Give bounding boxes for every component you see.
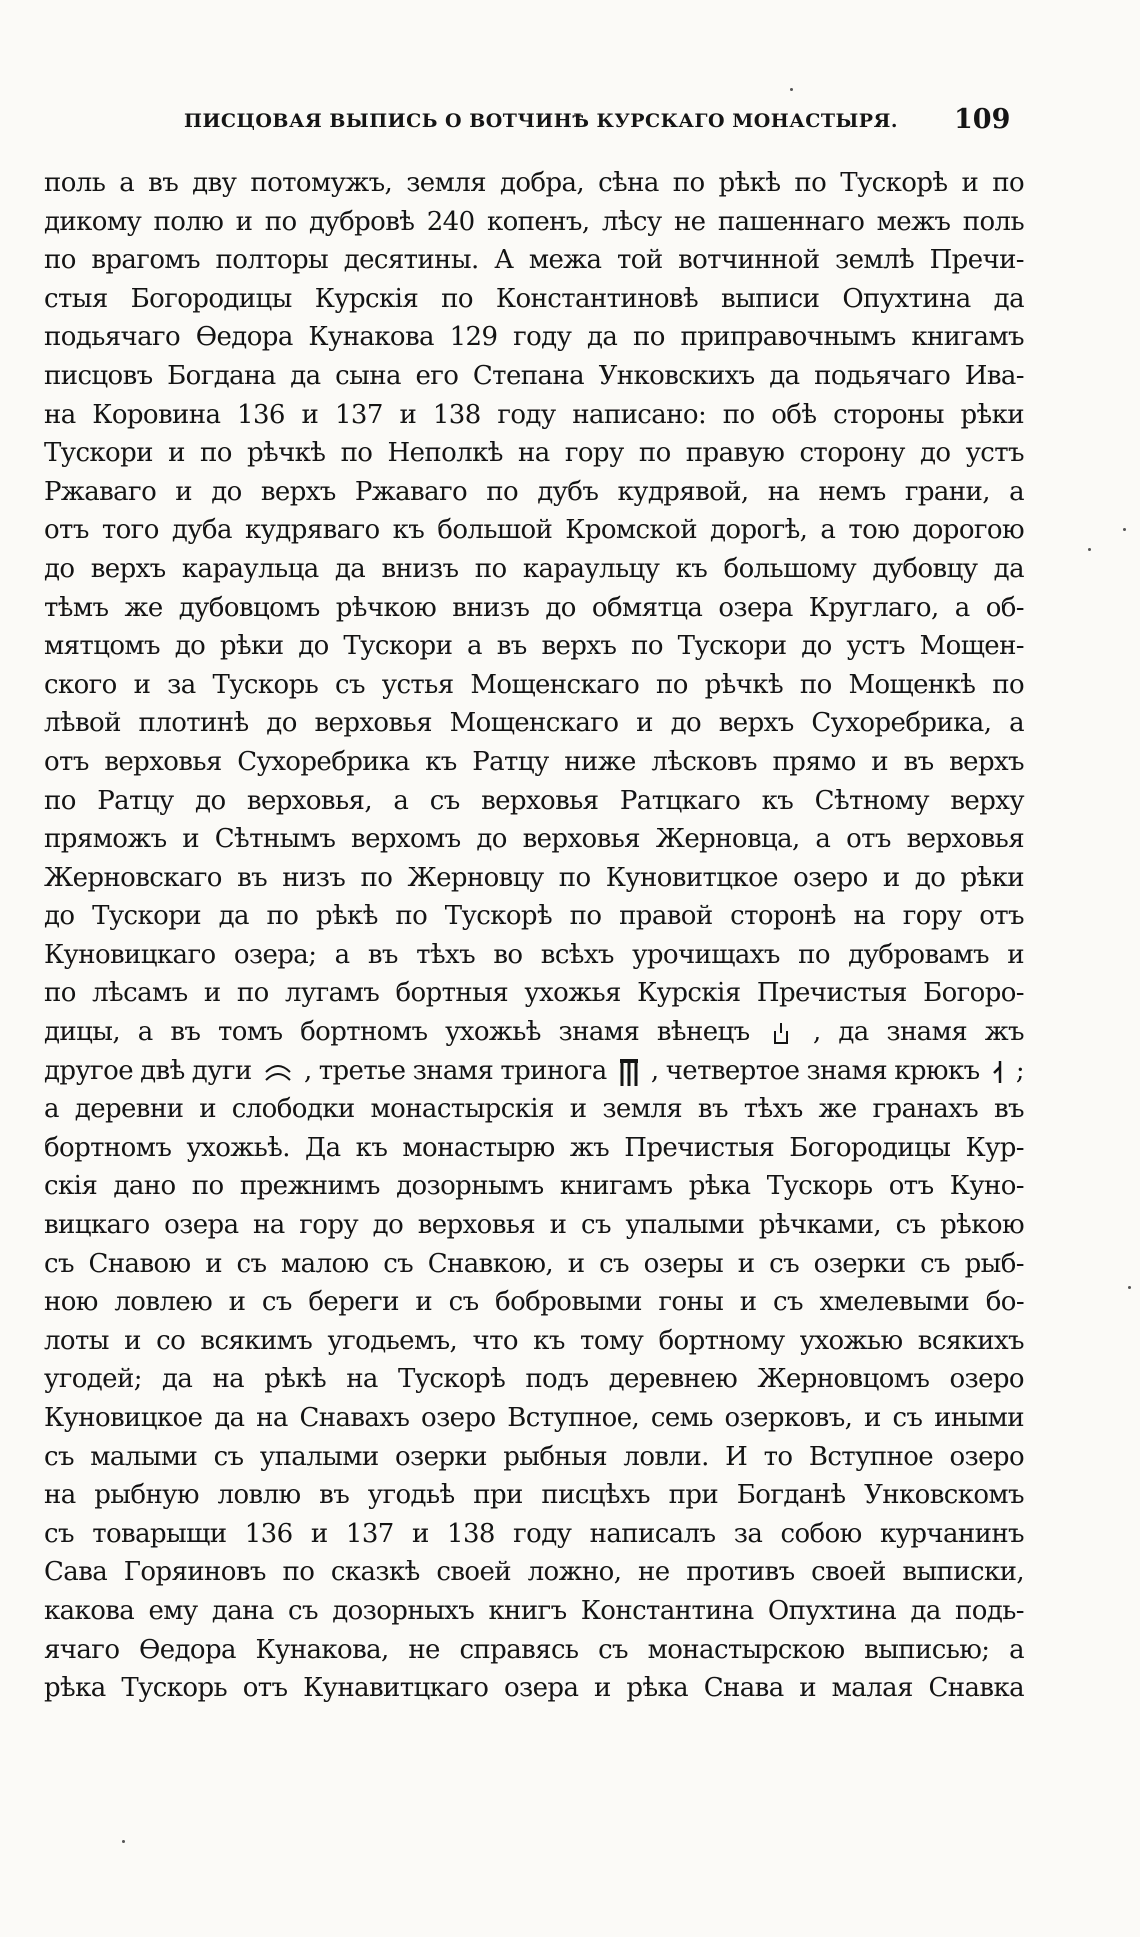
text-line: подьячаго Ѳедора Кунакова 129 году да по приправочнымъ книгамъ: [44, 322, 1024, 353]
text-line: Куновицкаго озера; а въ тѣхъ во всѣхъ урочищахъ по дубровамъ и: [44, 939, 1024, 970]
text-line: по Ратцу до верховья, а съ верховья Ратцкаго къ Сѣтному верху: [44, 785, 1024, 816]
text-line: тѣмъ же дубовцомъ рѣчкою внизъ до обмятца озера Круглаго, а об-: [44, 592, 1024, 623]
text-line: скія дано по прежнимъ дозорнымъ книгамъ рѣка Тускорь отъ Куно-: [44, 1171, 1024, 1202]
text-line: до верхъ караульца да внизъ по караульцу къ большому дубовцу да: [44, 553, 1024, 584]
running-title: ПИСЦОВАЯ ВЫПИСЬ О ВОТЧИНѢ КУРСКАГО МОНАСТЫРЯ.: [184, 110, 898, 132]
text-line: ною ловлею и съ береги и съ бобровыми гоны и съ хмелевыми бо-: [44, 1287, 1024, 1318]
text-line: съ товарыщи 136 и 137 и 138 году написалъ за собою курчанинъ: [44, 1518, 1024, 1549]
text-line: лѣвой плотинѣ до верховья Мощенскаго и до верхъ Сухоребрика, а: [44, 708, 1024, 739]
text-line-with-mark: [44, 1013, 1024, 1052]
text-line: какова ему дана съ дозорныхъ книгъ Константина Опухтина да подь-: [44, 1595, 1024, 1626]
print-speck: [790, 88, 793, 91]
text-line: отъ того дуба кудряваго къ большой Кромской дорогѣ, а тою дорогою: [44, 515, 1024, 546]
text-line: лоты и со всякимъ угодьемъ, что къ тому бортному ухожью всякихъ: [44, 1325, 1024, 1356]
page-number: 109: [954, 104, 1011, 135]
text-segment: , да знамя жъ: [813, 1017, 1024, 1048]
crown-mark-icon: [771, 1019, 791, 1047]
text-line: вицкаго озера на гору до верховья и съ упалыми рѣчками, съ рѣкою: [44, 1210, 1024, 1241]
text-line: дикому полю и по дубровѣ 240 копенъ, лѣсу не пашеннаго межъ поль: [44, 206, 1024, 237]
text-line: Сава Горяиновъ по сказкѣ своей ложно, не противъ своей выписки,: [44, 1557, 1024, 1588]
text-segment: , третье знамя тринога: [303, 1055, 607, 1086]
running-header: [44, 104, 1024, 144]
text-line: Тускори и по рѣчкѣ по Неполкѣ на гору по правую сторону до устъ: [44, 438, 1024, 469]
text-segment: другое двѣ дуги: [44, 1055, 252, 1086]
text-line: писцовъ Богдана да сына его Степана Унковскихъ да подьячаго Ива-: [44, 360, 1024, 391]
body-text: [44, 164, 1024, 1708]
print-speck: [1123, 528, 1126, 531]
text-line: мятцомъ до рѣки до Тускори а въ верхъ по Тускори до устъ Мощен-: [44, 631, 1024, 662]
print-speck: [1128, 1286, 1131, 1289]
hook-mark-icon: [991, 1059, 1005, 1085]
print-speck: [122, 1840, 125, 1843]
text-segment: дицы, а въ томъ бортномъ ухожьѣ знамя вѣнецъ: [44, 1017, 750, 1048]
text-line: а деревни и слободки монастырскія и земля въ тѣхъ же гранахъ въ: [44, 1094, 1024, 1125]
text-line: до Тускори да по рѣкѣ по Тускорѣ по правой сторонѣ на гору отъ: [44, 901, 1024, 932]
text-segment: , четвертое знамя крюкъ: [650, 1055, 980, 1086]
text-line: отъ верховья Сухоребрика къ Ратцу ниже лѣсковъ прямо и въ верхъ: [44, 746, 1024, 777]
text-line: угодей; да на рѣкѣ на Тускорѣ подъ деревнею Жерновцомъ озеро: [44, 1364, 1024, 1395]
text-line-with-marks: [44, 1052, 1024, 1091]
text-line: Ржаваго и до верхъ Ржаваго по дубъ кудрявой, на немъ грани, а: [44, 476, 1024, 507]
text-line: по врагомъ полторы десятины. А межа той вотчинной землѣ Пречи-: [44, 245, 1024, 276]
text-line: Жерновскаго въ низъ по Жерновцу по Куновитцкое озеро и до рѣки: [44, 862, 1024, 893]
text-line: стыя Богородицы Курскія по Константиновѣ выписи Опухтина да: [44, 283, 1024, 314]
tripod-mark-icon: [618, 1056, 640, 1088]
text-line: рѣка Тускорь отъ Кунавитцкаго озера и рѣка Снава и малая Снавка: [44, 1673, 1024, 1704]
text-line: по лѣсамъ и по лугамъ бортныя ухожья Курскія Пречистыя Богоро-: [44, 978, 1024, 1009]
text-line: Куновицкое да на Снавахъ озеро Вступное, семь озерковъ, и съ иными: [44, 1403, 1024, 1433]
double-arc-mark-icon: [263, 1060, 293, 1084]
text-line: на Коровина 136 и 137 и 138 году написано: по обѣ стороны рѣки: [44, 399, 1024, 430]
text-line: ячаго Ѳедора Кунакова, не справясь съ монастырскою выписью; а: [44, 1634, 1024, 1665]
text-line: съ малыми съ упалыми озерки рыбныя ловли. И то Вступное озеро: [44, 1441, 1024, 1472]
text-line: поль а въ дву потомужъ, земля добра, сѣна по рѣкѣ по Тускорѣ и по: [44, 168, 1024, 198]
text-segment: ;: [1015, 1055, 1025, 1086]
text-line: съ Снавою и съ малою съ Снавкою, и съ озеры и съ озерки съ рыб-: [44, 1248, 1024, 1279]
text-line: бортномъ ухожьѣ. Да къ монастырю жъ Пречистыя Богородицы Кур-: [44, 1132, 1024, 1163]
text-line: пряможъ и Сѣтнымъ верхомъ до верховья Жерновца, а отъ верховья: [44, 824, 1024, 855]
text-line: на рыбную ловлю въ угодьѣ при писцѣхъ при Богданѣ Унковскомъ: [44, 1480, 1024, 1511]
print-speck: [1088, 548, 1091, 551]
text-line: ского и за Тускорь съ устья Мощенскаго по рѣчкѣ по Мощенкѣ по: [44, 669, 1024, 700]
